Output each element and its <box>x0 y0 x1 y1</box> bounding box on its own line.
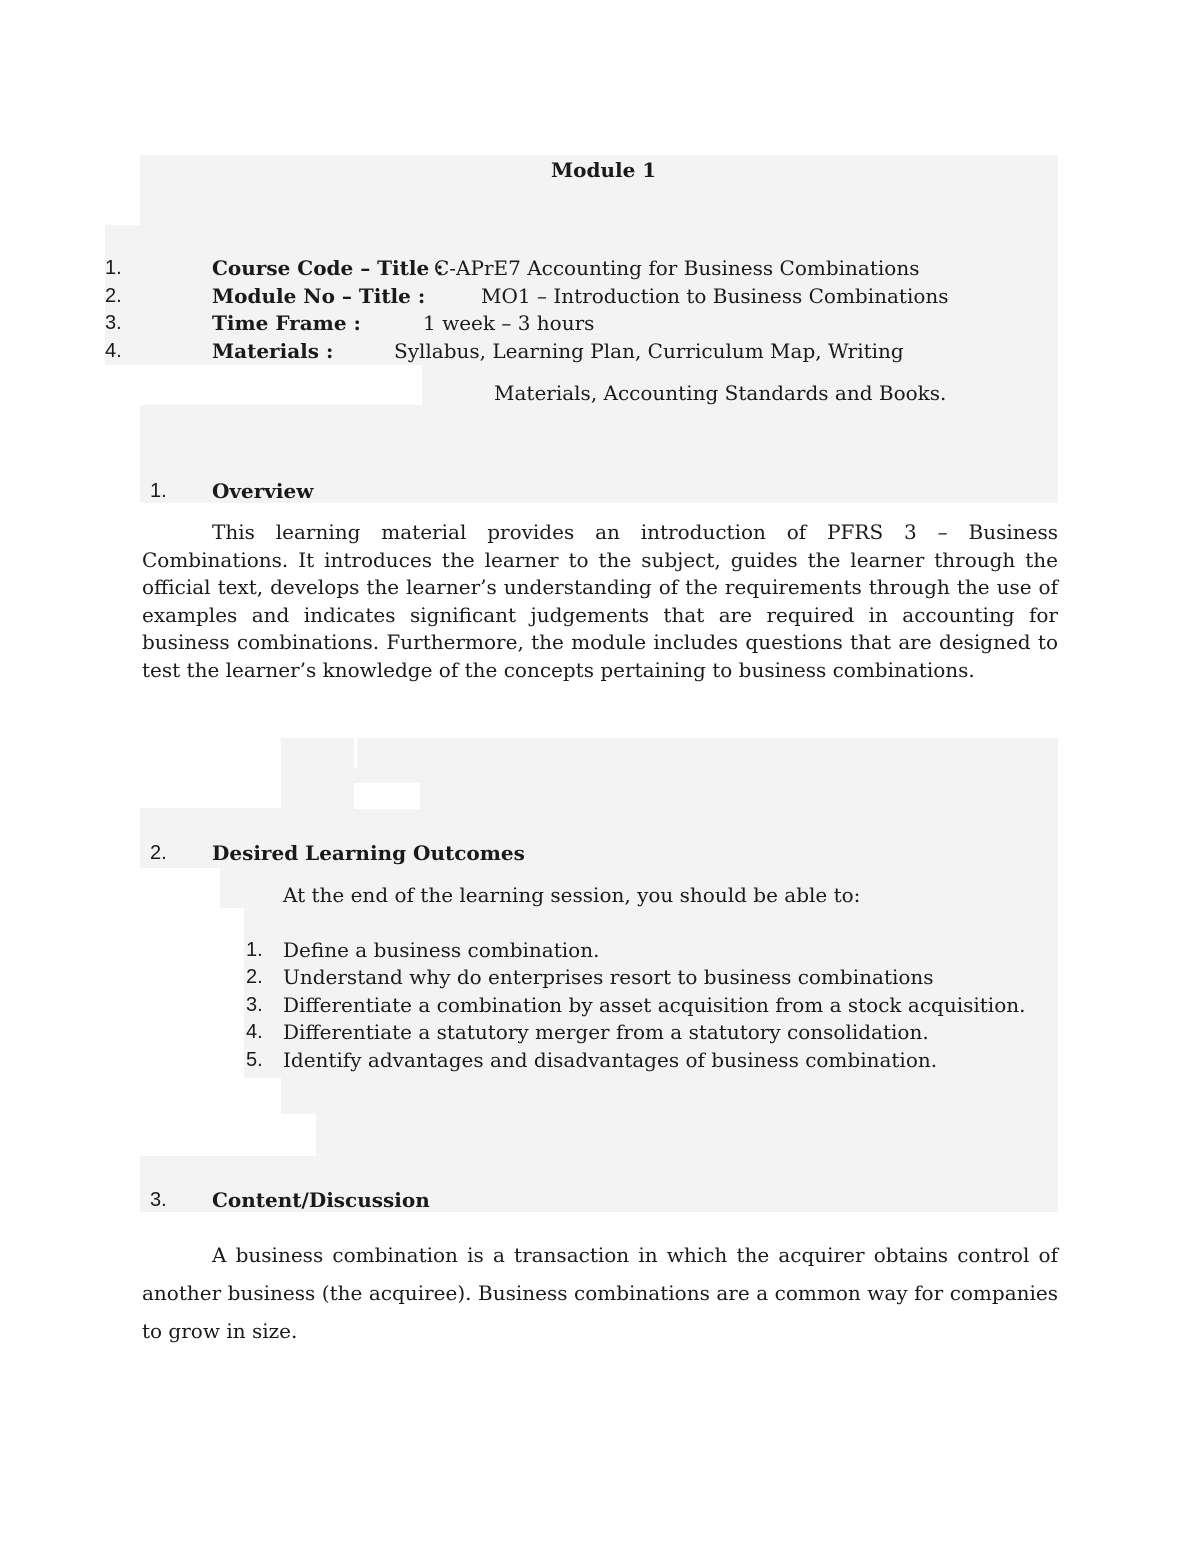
decorative-mark <box>354 783 420 809</box>
section-number: 3. <box>150 1189 167 1211</box>
info-number: 1. <box>105 257 122 279</box>
list-item-number: 5. <box>246 1049 263 1071</box>
decorative-mark <box>354 738 357 768</box>
overview-paragraph: This learning material provides an introduction of PFRS 3 – Business Combinations. It introduces the learner to the subject, guides the learner through the official text, develops the learner’s understanding of the requirements through the use of examples and indicates significant judgements that are required in accounting for business combinations. Furthermore, the module includes questions that are designed to test the learner’s knowledge of the concepts pertaining to business combinations. <box>142 520 1058 682</box>
info-number: 2. <box>105 285 122 307</box>
section-number: 1. <box>150 480 167 502</box>
materials-value-continued: Materials, Accounting Standards and Books. <box>494 381 947 405</box>
list-item: Understand why do enterprises resort to business combinations <box>283 965 934 989</box>
info-number: 4. <box>105 340 122 362</box>
content-paragraph: A business combination is a transaction in which the acquirer obtains control of another business (the acquiree). Business combinations are a common way for companies to grow in size. <box>142 1243 1058 1343</box>
list-item-number: 4. <box>246 1021 263 1043</box>
info-number: 3. <box>105 312 122 334</box>
outcomes-heading: Desired Learning Outcomes <box>212 841 525 865</box>
list-item-number: 2. <box>246 966 263 988</box>
list-item-number: 3. <box>246 994 263 1016</box>
outcomes-shade <box>281 1078 1058 1114</box>
time-frame-value: 1 week – 3 hours <box>423 311 595 335</box>
materials-label: Materials : <box>212 339 334 363</box>
section-number: 2. <box>150 842 167 864</box>
overview-heading: Overview <box>212 479 314 503</box>
module-no-label: Module No – Title : <box>212 284 426 308</box>
module-no-value: MO1 – Introduction to Business Combinations <box>481 284 949 308</box>
content-heading: Content/Discussion <box>212 1188 430 1212</box>
list-item: Define a business combination. <box>283 938 600 962</box>
list-item: Identify advantages and disadvantages of business combination. <box>283 1048 938 1072</box>
list-item: Differentiate a statutory merger from a statutory consolidation. <box>283 1020 929 1044</box>
module-title: Module 1 <box>551 158 657 182</box>
outcomes-intro: At the end of the learning session, you should be able to: <box>283 883 861 907</box>
white-gap <box>140 1114 316 1156</box>
time-frame-label: Time Frame : <box>212 311 361 335</box>
course-code-label: Course Code – Title : <box>212 256 444 280</box>
materials-value: Syllabus, Learning Plan, Curriculum Map, Writing <box>394 339 904 363</box>
course-code-value: C-APrE7 Accounting for Business Combinations <box>434 256 920 280</box>
outcomes-shade <box>316 1114 1058 1156</box>
list-item: Differentiate a combination by asset acquisition from a stock acquisition. <box>283 993 1026 1017</box>
list-item-number: 1. <box>246 939 263 961</box>
